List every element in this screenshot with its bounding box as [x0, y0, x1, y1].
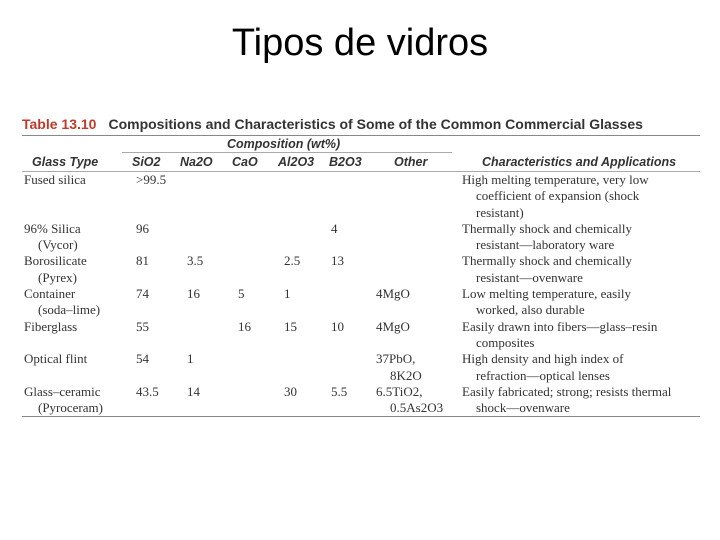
characteristics-line: worked, also durable: [476, 302, 585, 318]
sio2-cell: 74: [136, 286, 149, 302]
characteristics-line: shock—ovenware: [476, 400, 570, 416]
cao-cell: 16: [238, 318, 251, 334]
header-glass-type: Glass Type: [32, 155, 99, 169]
characteristics-cell: [462, 221, 632, 254]
other-line: 0.5As2O3: [390, 400, 444, 416]
characteristics-line: resistant): [476, 204, 524, 220]
table-body: [22, 172, 700, 416]
sio2-cell: 81: [136, 253, 149, 269]
b2o3-cell: 4: [331, 220, 338, 236]
glass-type-name: 96% Silica: [24, 220, 81, 236]
characteristics-cell: [462, 172, 649, 221]
table-row: [22, 286, 700, 319]
characteristics-line: resistant—ovenware: [476, 269, 583, 285]
characteristics-line: resistant—laboratory ware: [476, 237, 615, 253]
characteristics-cell: [462, 351, 623, 384]
characteristics-line: Thermally shock and chemically: [462, 253, 633, 269]
other-cell: [376, 351, 422, 384]
glass-type-alias: (soda–lime): [38, 302, 101, 318]
header-other: Other: [394, 155, 428, 169]
b2o3-cell: 10: [331, 318, 344, 334]
glass-type-cell: [24, 253, 87, 286]
other-cell: [376, 384, 443, 417]
glass-type-cell: [24, 221, 81, 254]
glass-type-name: Borosilicate: [24, 253, 87, 269]
composition-group-label: Composition (wt%): [227, 137, 341, 151]
table-caption-text: Compositions and Characteristics of Some of the Common Commercial Glasses: [108, 116, 643, 132]
header-cao: CaO: [232, 155, 258, 169]
na2o-cell: 14: [187, 383, 200, 399]
characteristics-cell: [462, 286, 631, 319]
al2o3-cell: 30: [284, 383, 297, 399]
sio2-cell: 54: [136, 351, 149, 367]
characteristics-cell: [462, 253, 632, 286]
glass-type-cell: [24, 319, 77, 335]
glass-type-alias: (Pyroceram): [38, 400, 103, 416]
table-row: [22, 221, 700, 254]
header-al2o3: Al2O3: [278, 155, 315, 169]
table-number: Table 13.10: [22, 116, 97, 132]
glass-type-alias: (Pyrex): [38, 269, 77, 285]
characteristics-line: High melting temperature, very low: [462, 172, 649, 187]
characteristics-cell: [462, 319, 657, 352]
characteristics-line: refraction—optical lenses: [476, 367, 610, 383]
al2o3-cell: 2.5: [284, 253, 301, 269]
composition-table: [22, 113, 700, 417]
sio2-cell: 96: [136, 220, 149, 236]
table-row: [22, 351, 700, 384]
na2o-cell: 1: [187, 351, 194, 367]
bottom-rule: [22, 416, 700, 417]
sio2-cell: 43.5: [136, 383, 159, 399]
table-row: [22, 384, 700, 417]
characteristics-line: Thermally shock and chemically: [462, 220, 633, 236]
characteristics-cell: [462, 384, 671, 417]
other-line: 8K2O: [390, 367, 422, 383]
table-row: [22, 253, 700, 286]
characteristics-line: Low melting temperature, easily: [462, 286, 631, 302]
other-cell: [376, 319, 410, 335]
na2o-cell: 16: [187, 286, 200, 302]
glass-type-name: Fused silica: [24, 172, 86, 187]
table-row: [22, 172, 700, 221]
glass-type-cell: [24, 384, 103, 417]
table-caption: [22, 113, 700, 135]
other-line: 4MgO: [376, 318, 410, 334]
glass-type-name: Fiberglass: [24, 318, 78, 334]
b2o3-cell: 5.5: [331, 383, 348, 399]
glass-type-cell: [24, 351, 87, 367]
na2o-cell: 3.5: [187, 253, 204, 269]
header-b2o3: B2O3: [329, 155, 362, 169]
group-header: [22, 136, 700, 153]
header-characteristics: Characteristics and Applications: [482, 155, 677, 169]
glass-type-name: Optical flint: [24, 351, 88, 367]
header-row: [22, 153, 700, 171]
glass-type-cell: [24, 286, 100, 319]
cao-cell: 5: [238, 286, 245, 302]
sio2-cell: >99.5: [136, 172, 167, 187]
characteristics-line: High density and high index of: [462, 351, 624, 367]
al2o3-cell: 1: [284, 286, 291, 302]
other-line: 37PbO,: [376, 351, 416, 367]
header-sio2: SiO2: [132, 155, 161, 169]
b2o3-cell: 13: [331, 253, 344, 269]
characteristics-line: composites: [476, 334, 535, 350]
header-na2o: Na2O: [180, 155, 213, 169]
characteristics-line: Easily drawn into fibers—glass–resin: [462, 318, 658, 334]
al2o3-cell: 15: [284, 318, 297, 334]
table-row: [22, 319, 700, 352]
sio2-cell: 55: [136, 318, 149, 334]
slide-title: Tipos de vidros: [231, 22, 489, 64]
other-line: 4MgO: [376, 286, 410, 302]
glass-type-alias: (Vycor): [38, 237, 78, 253]
glass-type-name: Container: [24, 286, 76, 302]
glass-type-cell: [24, 172, 86, 188]
characteristics-line: coefficient of expansion (shock: [476, 188, 640, 204]
glass-type-name: Glass–ceramic: [24, 383, 101, 399]
other-line: 6.5TiO2,: [376, 383, 423, 399]
other-cell: [376, 286, 410, 302]
characteristics-line: Easily fabricated; strong; resists thermal: [462, 383, 672, 399]
